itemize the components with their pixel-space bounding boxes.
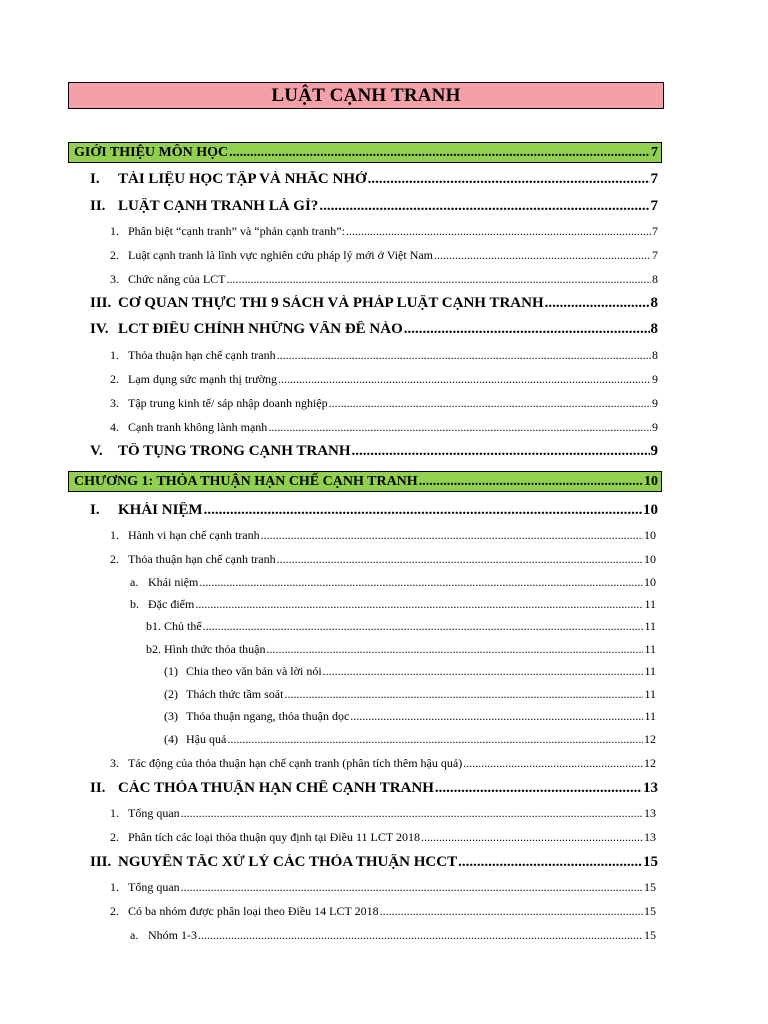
toc-entry-title: Phân tích các loại thỏa thuận quy định tại Điều 11 LCT 2018 xyxy=(128,830,420,844)
toc-dot-leader xyxy=(380,904,643,919)
toc-entry-title: b2. Hình thức thỏa thuận xyxy=(146,642,266,656)
toc-dot-leader xyxy=(419,474,643,490)
toc-entry-label xyxy=(110,272,225,287)
toc-page-number: 10 xyxy=(644,473,658,489)
toc-entry-label xyxy=(90,780,434,797)
toc-page-number: 9 xyxy=(652,372,658,386)
toc-entry-title: CHƯƠNG 1: THỎA THUẬN HẠN CHẾ CẠNH TRANH xyxy=(74,473,418,489)
toc-dot-leader xyxy=(319,198,649,215)
toc-entry-label xyxy=(90,198,318,215)
toc-entry-label xyxy=(110,904,379,919)
toc-entry-title: Nhóm 1-3 xyxy=(148,928,197,942)
toc-entry-title: NGUYÊN TẮC XỬ LÝ CÁC THỎA THUẬN HCCT xyxy=(118,854,458,870)
toc-dot-leader xyxy=(198,928,643,943)
toc-entry-title: Tác động của thỏa thuận hạn chế cạnh tranh (phân tích thêm hậu quả) xyxy=(128,756,463,770)
toc-entry[interactable] xyxy=(90,198,658,220)
toc-entry-label xyxy=(110,756,462,771)
toc-entry-number: b. xyxy=(130,597,139,611)
toc-dot-leader xyxy=(435,780,642,797)
toc-entry[interactable] xyxy=(110,224,658,242)
toc-page-number: 12 xyxy=(644,756,656,770)
toc-entry-title: Thỏa thuận hạn chế cạnh tranh xyxy=(128,552,276,566)
toc-entry-title: TÀI LIỆU HỌC TẬP VÀ NHẮC NHỞ xyxy=(118,171,367,187)
toc-entry-title: Đặc điểm xyxy=(148,597,195,611)
toc-entry-title: Tổng quan xyxy=(128,880,180,894)
toc-entry[interactable] xyxy=(110,552,656,570)
toc-entry-label xyxy=(110,348,276,363)
toc-entry-title: Hành vi hạn chế cạnh tranh xyxy=(128,528,260,542)
toc-dot-leader xyxy=(195,597,643,612)
toc-entry-number: I. xyxy=(90,502,100,518)
toc-entry-label xyxy=(90,854,457,871)
toc-entry-label xyxy=(90,321,403,338)
toc-entry-title: Thỏa thuận hạn chế cạnh tranh xyxy=(128,348,276,362)
toc-page-number: 13 xyxy=(643,780,658,796)
toc-entry-number: I. xyxy=(90,171,100,187)
toc-dot-leader xyxy=(463,756,643,771)
toc-page-number: 8 xyxy=(652,348,658,362)
toc-entry[interactable] xyxy=(90,780,658,802)
toc-dot-leader xyxy=(421,830,643,845)
toc-page-number: 15 xyxy=(643,854,658,870)
toc-page-number: 10 xyxy=(643,502,658,518)
toc-page-number: 8 xyxy=(650,295,658,311)
toc-dot-leader xyxy=(458,854,642,871)
toc-entry-label xyxy=(74,145,228,161)
toc-entry-title: Chức năng của LCT xyxy=(128,272,226,286)
toc-entry-number: 1. xyxy=(110,880,119,894)
toc-dot-leader xyxy=(545,295,650,312)
toc-entry-label xyxy=(110,552,276,567)
toc-dot-leader xyxy=(352,443,650,460)
toc-entry[interactable] xyxy=(90,443,658,465)
toc-section-heading[interactable] xyxy=(68,471,662,492)
toc-entry[interactable] xyxy=(110,372,658,390)
toc-entry-title: Thách thức tầm soát xyxy=(186,687,284,701)
toc-page-number: 10 xyxy=(644,528,656,542)
toc-entry[interactable] xyxy=(90,321,658,343)
toc-page-number: 13 xyxy=(644,830,656,844)
toc-entry-title: Hậu quả xyxy=(186,732,227,746)
toc-entry-label xyxy=(146,642,265,657)
toc-dot-leader xyxy=(181,880,643,895)
toc-entry-title: Tập trung kinh tế/ sáp nhập doanh nghiệp xyxy=(128,396,328,410)
toc-page-number: 10 xyxy=(644,575,656,589)
toc-entry-label xyxy=(90,502,203,519)
toc-entry-title: b1. Chủ thể xyxy=(146,619,202,633)
toc-entry[interactable] xyxy=(130,597,656,615)
toc-entry-title: KHÁI NIỆM xyxy=(118,502,203,518)
toc-entry-title: Luật cạnh tranh là lĩnh vực nghiên cứu pháp lý mới ở Việt Nam xyxy=(128,248,434,262)
toc-dot-leader xyxy=(229,145,650,161)
toc-entry-number: 4. xyxy=(110,420,119,434)
toc-entry-number: (3) xyxy=(164,709,178,723)
toc-entry-number: a. xyxy=(130,928,139,942)
toc-entry[interactable] xyxy=(146,619,656,637)
toc-page-number: 8 xyxy=(650,321,658,337)
toc-entry[interactable] xyxy=(110,248,658,266)
toc-entry-number: IV. xyxy=(90,321,109,337)
toc-entry-label xyxy=(130,575,198,590)
toc-entry-label xyxy=(164,732,226,747)
toc-entry-label xyxy=(164,709,349,724)
toc-entry-title: Cạnh tranh không lành mạnh xyxy=(128,420,268,434)
toc-entry-number: 2. xyxy=(110,248,119,262)
toc-entry-number: 1. xyxy=(110,224,119,238)
toc-dot-leader xyxy=(199,575,643,590)
toc-page-number: 9 xyxy=(652,396,658,410)
toc-entry-title: Khái niệm xyxy=(148,575,199,589)
toc-entry-label xyxy=(110,224,345,239)
toc-page-number: 11 xyxy=(644,597,656,611)
toc-dot-leader xyxy=(203,619,644,634)
toc-entry[interactable] xyxy=(110,880,656,898)
toc-dot-leader xyxy=(277,552,643,567)
toc-entry-number: 2. xyxy=(110,904,119,918)
toc-entry-title: Chia theo văn bản và lời nói xyxy=(186,664,322,678)
toc-entry[interactable] xyxy=(90,502,658,524)
toc-entry-number: 2. xyxy=(110,552,119,566)
toc-entry[interactable] xyxy=(164,709,656,727)
toc-entry-label xyxy=(130,597,194,612)
toc-entry-title: Có ba nhóm được phân loại theo Điều 14 LCT 2018 xyxy=(128,904,379,918)
toc-entry[interactable] xyxy=(164,732,656,750)
toc-entry-label xyxy=(110,372,277,387)
toc-entry-title: TỐ TỤNG TRONG CẠNH TRANH xyxy=(118,443,351,459)
toc-dot-leader xyxy=(204,502,642,519)
toc-entry-number: (4) xyxy=(164,732,178,746)
toc-page-number: 10 xyxy=(644,552,656,566)
toc-entry-label xyxy=(164,687,283,702)
toc-dot-leader xyxy=(284,687,643,702)
toc-page-number: 7 xyxy=(652,224,658,238)
toc-page-number: 11 xyxy=(644,619,656,633)
toc-dot-leader xyxy=(323,664,644,679)
toc-page-number: 7 xyxy=(650,171,658,187)
toc-entry[interactable] xyxy=(90,854,658,876)
toc-entry[interactable] xyxy=(110,830,656,848)
toc-entry[interactable] xyxy=(110,904,656,922)
toc-entry-number: 1. xyxy=(110,806,119,820)
toc-page-number: 15 xyxy=(644,880,656,894)
toc-entry[interactable] xyxy=(164,687,656,705)
toc-entry-label xyxy=(110,248,433,263)
toc-entry-number: II. xyxy=(90,198,106,214)
toc-entry-title: LUẬT CẠNH TRANH LÀ GÌ? xyxy=(118,198,319,214)
toc-entry[interactable] xyxy=(90,295,658,317)
toc-page-number: 7 xyxy=(650,198,658,214)
toc-page-number: 7 xyxy=(651,144,658,160)
toc-entry-number: (1) xyxy=(164,664,178,678)
toc-dot-leader xyxy=(278,372,651,387)
toc-entry-number: III. xyxy=(90,295,112,311)
toc-entry-number: 2. xyxy=(110,830,119,844)
toc-dot-leader xyxy=(368,171,650,188)
toc-page-number: 11 xyxy=(644,642,656,656)
toc-entry-label xyxy=(110,528,260,543)
toc-dot-leader xyxy=(404,321,650,338)
toc-entry-title: CƠ QUAN THỰC THI 9 SÁCH VÀ PHÁP LUẬT CẠNH TRANH xyxy=(118,295,544,311)
toc-dot-leader xyxy=(329,396,651,411)
toc-entry-number: II. xyxy=(90,780,106,796)
toc-dot-leader xyxy=(266,642,643,657)
toc-entry-label xyxy=(146,619,202,634)
toc-page-number: 7 xyxy=(652,248,658,262)
toc-page-number: 15 xyxy=(644,928,656,942)
toc-entry-number: 3. xyxy=(110,756,119,770)
toc-entry-label xyxy=(130,928,197,943)
toc-entry-title: Lạm dụng sức mạnh thị trường xyxy=(128,372,277,386)
toc-entry[interactable] xyxy=(110,396,658,414)
toc-page-number: 15 xyxy=(644,904,656,918)
toc-entry[interactable] xyxy=(110,420,658,438)
toc-entry-label xyxy=(110,420,267,435)
toc-entry[interactable] xyxy=(164,664,656,682)
toc-page-number: 11 xyxy=(644,687,656,701)
toc-entry-label xyxy=(110,880,180,895)
toc-entry-number: 2. xyxy=(110,372,119,386)
toc-dot-leader xyxy=(277,348,651,363)
toc-dot-leader xyxy=(346,224,651,239)
toc-entry-label xyxy=(110,396,328,411)
toc-entry-title: GIỚI THIỆU MÔN HỌC xyxy=(74,144,229,160)
toc-page-number: 11 xyxy=(644,664,656,678)
toc-entry[interactable] xyxy=(110,756,656,774)
toc-entry[interactable] xyxy=(110,806,656,824)
toc-dot-leader xyxy=(261,528,643,543)
toc-entry-label xyxy=(90,171,367,188)
toc-page-number: 8 xyxy=(652,272,658,286)
toc-dot-leader xyxy=(181,806,643,821)
toc-entry-number: V. xyxy=(90,443,103,459)
toc-entry-title: Tổng quan xyxy=(128,806,180,820)
toc-entry-title: Phân biệt “cạnh tranh” và “phản cạnh tranh”: xyxy=(128,224,345,238)
toc-dot-leader xyxy=(268,420,651,435)
toc-page-number: 13 xyxy=(644,806,656,820)
toc-entry-number: 1. xyxy=(110,528,119,542)
toc-entry-number: 3. xyxy=(110,396,119,410)
toc-entry[interactable] xyxy=(130,928,656,946)
toc-section-heading[interactable] xyxy=(68,142,662,163)
toc-dot-leader xyxy=(227,732,643,747)
toc-entry-label xyxy=(110,806,180,821)
toc-dot-leader xyxy=(226,272,651,287)
toc-entry-number: a. xyxy=(130,575,139,589)
toc-entry[interactable] xyxy=(130,575,656,593)
toc-entry-number: (2) xyxy=(164,687,178,701)
toc-entry[interactable] xyxy=(90,171,658,193)
toc-entry[interactable] xyxy=(146,642,656,660)
toc-entry[interactable] xyxy=(110,272,658,290)
toc-entry-label xyxy=(110,830,420,845)
toc-entry-label xyxy=(164,664,322,679)
toc-entry[interactable] xyxy=(110,528,656,546)
toc-entry-number: 3. xyxy=(110,272,119,286)
toc-page-number: 11 xyxy=(644,709,656,723)
document-title: LUẬT CẠNH TRANH xyxy=(68,82,664,109)
toc-dot-leader xyxy=(350,709,643,724)
toc-page-number: 9 xyxy=(652,420,658,434)
toc-entry-number: III. xyxy=(90,854,112,870)
toc-entry-title: LCT ĐIỀU CHỈNH NHỮNG VẤN ĐỀ NÀO xyxy=(118,321,403,337)
toc-dot-leader xyxy=(434,248,651,263)
toc-entry-number: 1. xyxy=(110,348,119,362)
toc-entry-title: CÁC THỎA THUẬN HẠN CHẾ CẠNH TRANH xyxy=(118,780,434,796)
toc-entry-label xyxy=(90,295,544,312)
toc-entry-label xyxy=(90,443,351,460)
toc-entry-title: Thỏa thuận ngang, thỏa thuận dọc xyxy=(186,709,350,723)
toc-page-number: 12 xyxy=(644,732,656,746)
toc-page-number: 9 xyxy=(650,443,658,459)
toc-entry-label xyxy=(74,474,418,490)
toc-entry[interactable] xyxy=(110,348,658,366)
